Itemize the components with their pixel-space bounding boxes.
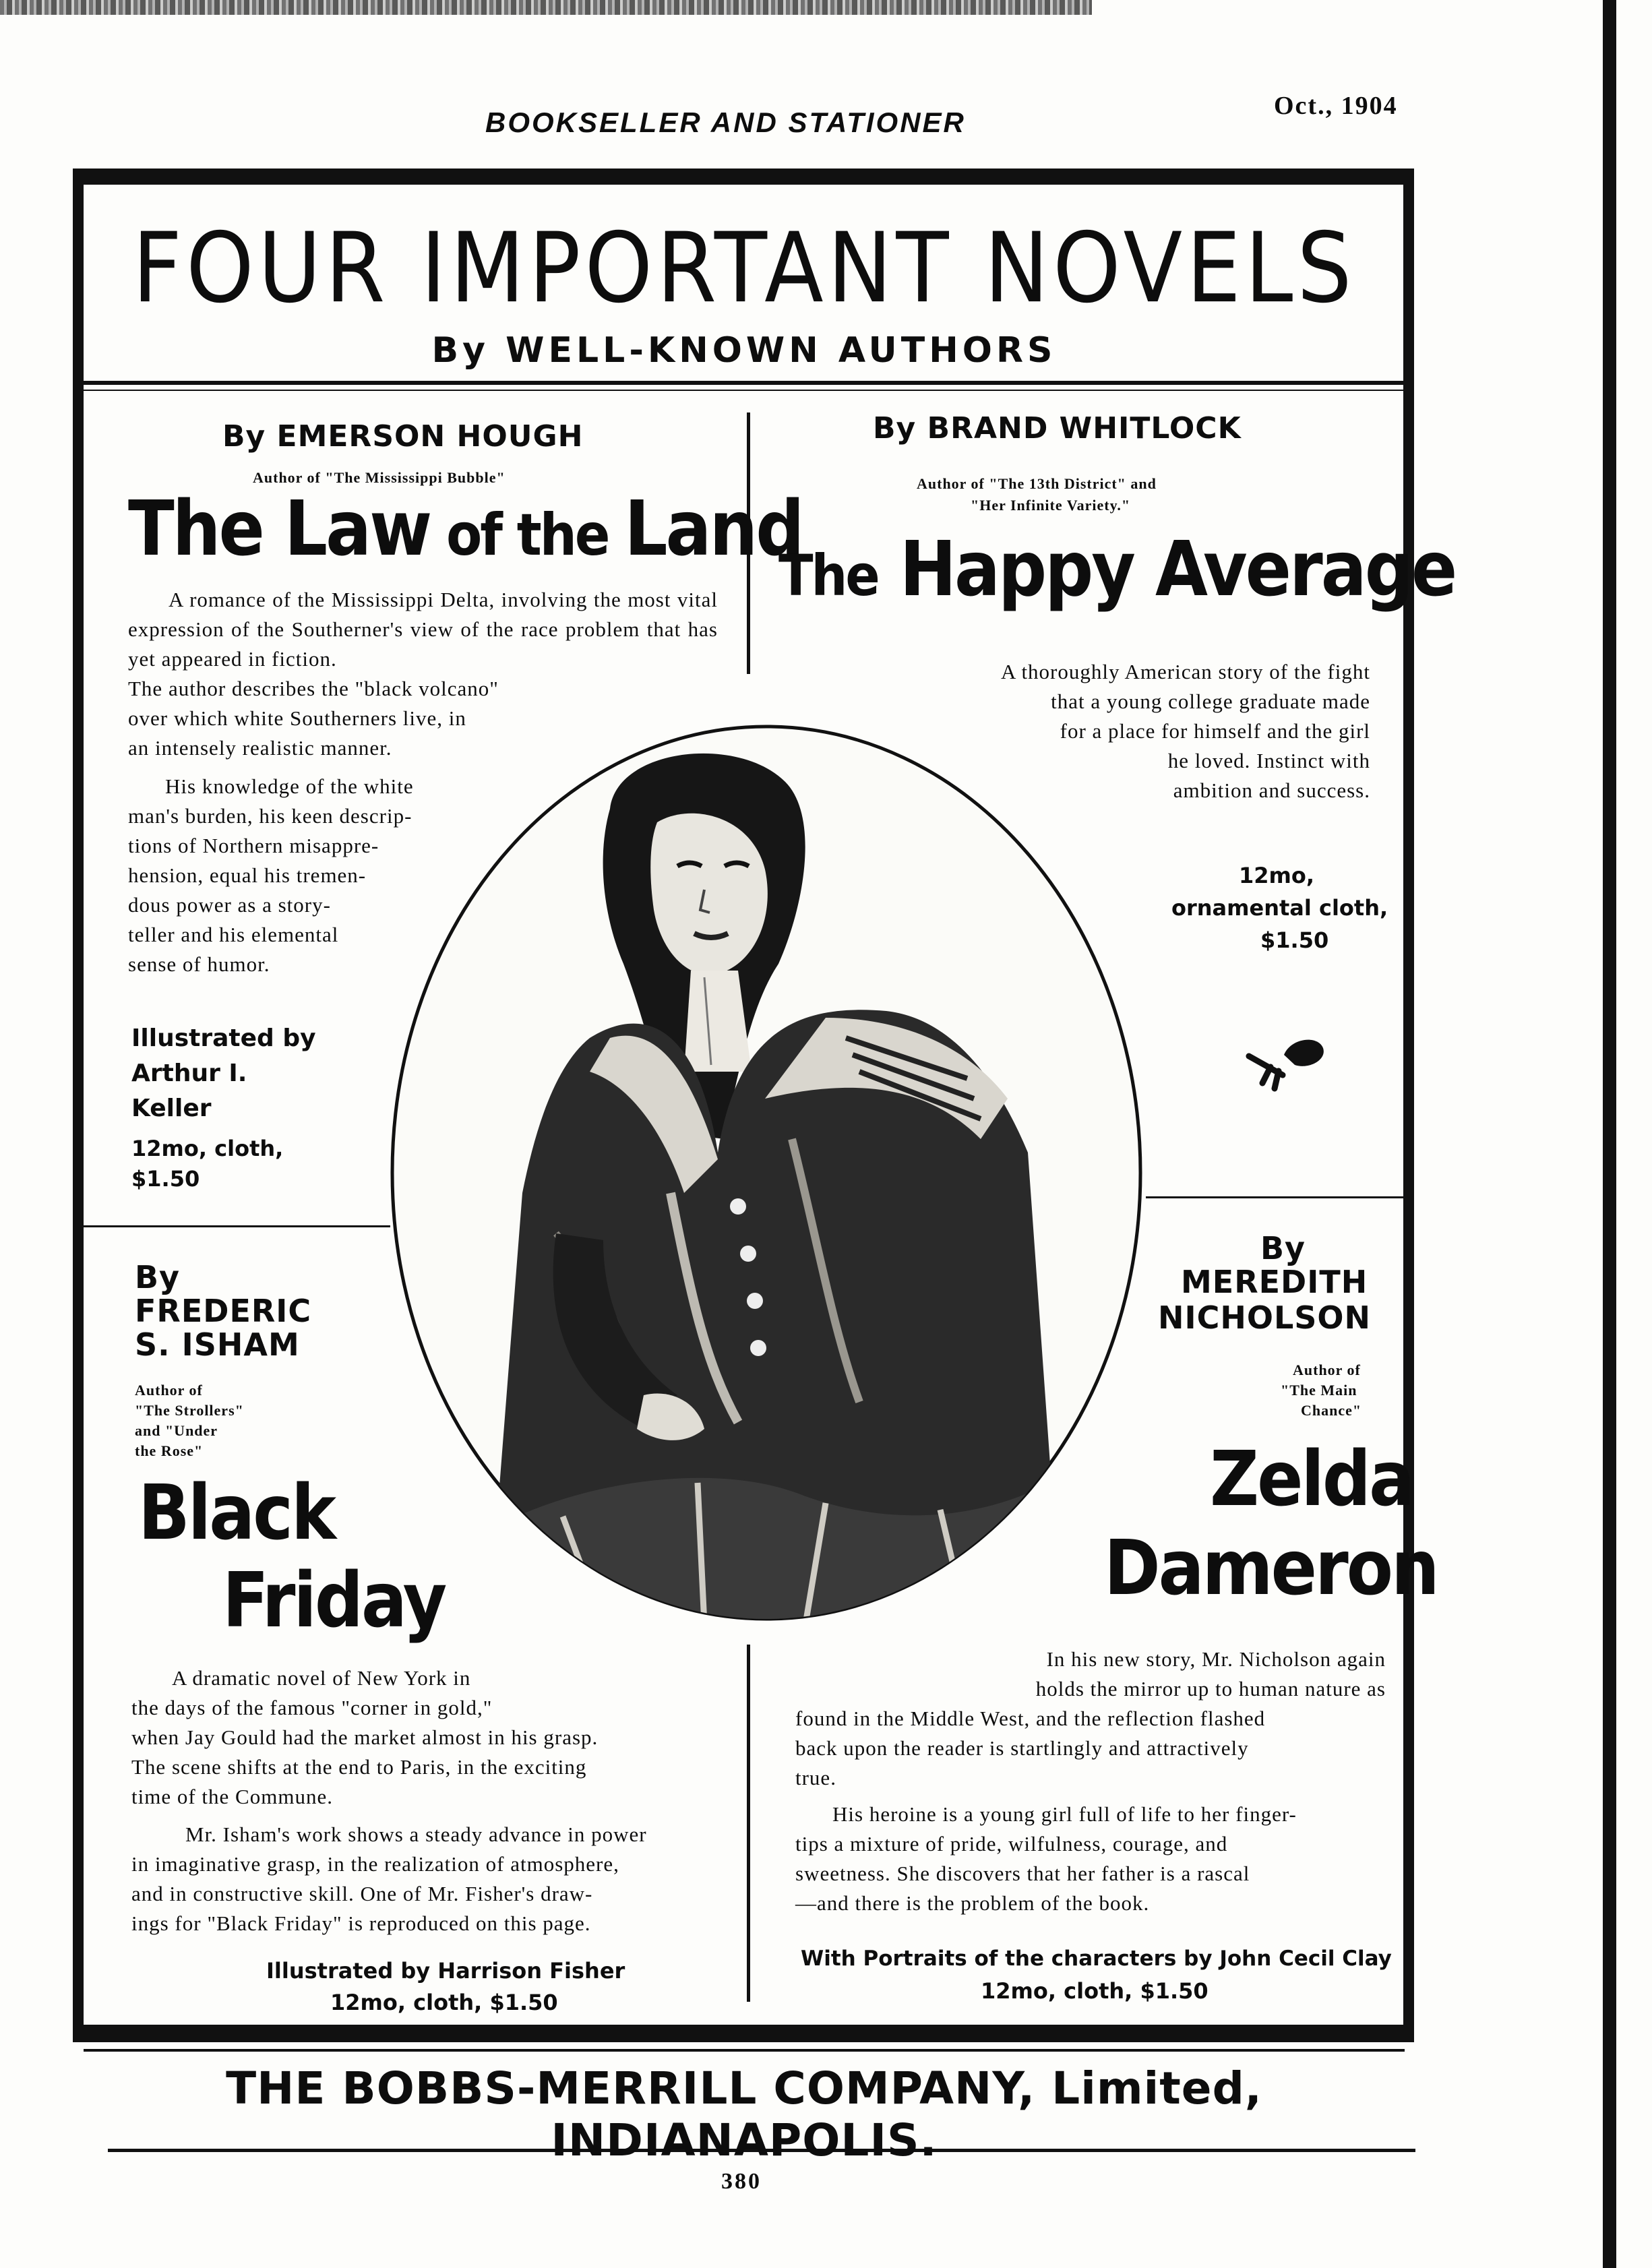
headline-rule-thin <box>84 390 1405 391</box>
byline-isham-3: S. ISHAM <box>135 1326 300 1363</box>
description-isham-line: in imaginative grasp, in the realization of atmosphere, <box>131 1852 619 1876</box>
author-of-hough: Author of "The Mississippi Bubble" <box>253 469 506 486</box>
illustrator-hough-1: Illustrated by <box>131 1024 316 1052</box>
illustrator-hough-2: Arthur I. <box>131 1060 247 1087</box>
issue-date: Oct., 1904 <box>1274 92 1398 120</box>
description-whitlock-line: for a place for himself and the girl <box>1060 719 1370 743</box>
page-number: 380 <box>721 2169 762 2194</box>
description-hough-line: sense of humor. <box>128 952 270 976</box>
byline-nicholson-1: By <box>1260 1230 1306 1266</box>
book-title-law-of-the-land <box>128 485 802 573</box>
running-title: BOOKSELLER AND STATIONER <box>485 106 966 138</box>
description-isham-line: The scene shifts at the end to Paris, in the exciting <box>131 1755 587 1779</box>
format-hough: 12mo, cloth, <box>131 1136 284 1161</box>
book-title-black-friday-1: Black <box>138 1469 334 1557</box>
description-isham-line: the days of the famous "corner in gold," <box>131 1696 493 1719</box>
description-whitlock-line: that a young college graduate made <box>1051 689 1370 713</box>
description-hough-line: hension, equal his tremen- <box>128 863 367 887</box>
description-isham-line: A dramatic novel of New York in <box>172 1666 471 1690</box>
section-rule-right <box>1146 1196 1405 1198</box>
description-whitlock-line: ambition and success. <box>1173 778 1370 802</box>
headline-rule <box>84 381 1405 385</box>
author-of-isham-2: "The Strollers" <box>135 1402 244 1419</box>
author-of-isham-3: and "Under <box>135 1422 218 1439</box>
book-title-zelda-dameron-2: Dameron <box>1104 1525 1438 1612</box>
title-part: Land <box>624 485 803 573</box>
price-hough: $1.50 <box>131 1166 200 1192</box>
column-divider-bottom <box>747 1645 750 2002</box>
title-part: The <box>778 543 878 609</box>
title-part: The Law <box>128 485 431 573</box>
format-price-isham: 12mo, cloth, $1.50 <box>330 1990 558 2015</box>
section-rule-left <box>84 1225 390 1227</box>
ad-headline: FOUR IMPORTANT NOVELS <box>132 212 1356 325</box>
description-nicholson-line: sweetness. She discovers that her father is a rascal <box>795 1862 1250 1885</box>
description-hough-line: His knowledge of the white <box>165 774 414 798</box>
book-title-black-friday-2: Friday <box>222 1557 446 1645</box>
book-title-zelda-dameron-1: Zelda <box>1210 1436 1413 1523</box>
title-part: of the <box>430 501 625 569</box>
author-of-whitlock-2: "Her Infinite Variety." <box>971 497 1131 514</box>
byline-whitlock: By BRAND WHITLOCK <box>873 411 1242 446</box>
book-title-happy-average <box>778 526 1455 613</box>
author-of-isham-1: Author of <box>135 1382 203 1399</box>
harrison-fisher-illustration <box>388 721 1146 1624</box>
illustrator-isham: Illustrated by Harrison Fisher <box>266 1958 625 1984</box>
description-nicholson-line: His heroine is a young girl full of life to her finger- <box>832 1802 1297 1826</box>
author-of-whitlock-1: Author of "The 13th District" and <box>917 475 1157 492</box>
byline-hough: By EMERSON HOUGH <box>222 419 584 454</box>
description-hough-line: an intensely realistic manner. <box>128 736 392 760</box>
author-of-isham-4: the Rose" <box>135 1442 204 1459</box>
description-whitlock-line: A thoroughly American story of the fight <box>1001 660 1370 683</box>
format-whitlock-2: ornamental cloth, <box>1171 895 1388 921</box>
publisher-name: THE BOBBS-MERRILL COMPANY, Limited, INDIANAPOLIS. <box>226 2062 1262 2166</box>
publisher-rule <box>84 2049 1405 2052</box>
description-isham-line: Mr. Isham's work shows a steady advance in power <box>185 1822 647 1846</box>
description-isham-line: ings for "Black Friday" is reproduced on this page. <box>131 1911 591 1935</box>
description-hough-line: tions of Northern misappre- <box>128 834 379 857</box>
description-whitlock-line: he loved. Instinct with <box>1167 749 1370 772</box>
publisher-ornament-icon <box>1244 1028 1331 1095</box>
scan-edge-top <box>0 0 1092 15</box>
illustrator-hough-3: Keller <box>131 1095 212 1122</box>
format-whitlock-1: 12mo, <box>1239 863 1315 888</box>
description-nicholson-line: In his new story, Mr. Nicholson again <box>1046 1647 1386 1671</box>
title-part: Happy Average <box>899 526 1456 613</box>
byline-isham-2: FREDERIC <box>135 1293 312 1329</box>
byline-nicholson-3: NICHOLSON <box>1158 1299 1372 1336</box>
description-hough-line: dous power as a story- <box>128 893 331 917</box>
author-of-nicholson-2: "The Main <box>1281 1382 1357 1399</box>
portraits-credit-nicholson: With Portraits of the characters by John Cecil Clay <box>801 1947 1392 1971</box>
ad-subheadline: By WELL-KNOWN AUTHORS <box>431 330 1057 371</box>
description-nicholson-line: tips a mixture of pride, wilfulness, courage, and <box>795 1832 1228 1856</box>
author-of-nicholson-3: Chance" <box>1301 1402 1362 1419</box>
description-nicholson-line: holds the mirror up to human nature as <box>1035 1677 1386 1700</box>
description-hough-line: over which white Southerners live, in <box>128 706 466 730</box>
price-whitlock: $1.50 <box>1260 927 1329 953</box>
description-isham-line: time of the Commune. <box>131 1785 333 1808</box>
description-nicholson-line: back upon the reader is startlingly and attractively <box>795 1736 1249 1760</box>
description-hough-line: man's burden, his keen descrip- <box>128 804 412 828</box>
byline-isham-1: By <box>135 1259 181 1295</box>
byline-nicholson-2: MEREDITH <box>1181 1264 1368 1300</box>
description-isham-line: and in constructive skill. One of Mr. Fisher's draw- <box>131 1882 593 1905</box>
description-nicholson-line: found in the Middle West, and the reflection flashed <box>795 1707 1266 1730</box>
description-hough-line: The author describes the "black volcano" <box>128 677 499 700</box>
format-price-nicholson: 12mo, cloth, $1.50 <box>981 1978 1209 2004</box>
description-hough-p1: A romance of the Mississippi Delta, involving the most vital expression of the Southerner's view of the race problem that has yet appeared in fiction. <box>128 588 718 671</box>
description-isham-line: when Jay Gould had the market almost in his grasp. <box>131 1725 599 1749</box>
description-nicholson-line: —and there is the problem of the book. <box>795 1891 1150 1915</box>
description-hough-line: teller and his elemental <box>128 923 339 946</box>
scan-edge-right <box>1603 0 1616 2268</box>
author-of-nicholson-1: Author of <box>1293 1361 1361 1378</box>
description-nicholson-line: true. <box>795 1766 836 1789</box>
